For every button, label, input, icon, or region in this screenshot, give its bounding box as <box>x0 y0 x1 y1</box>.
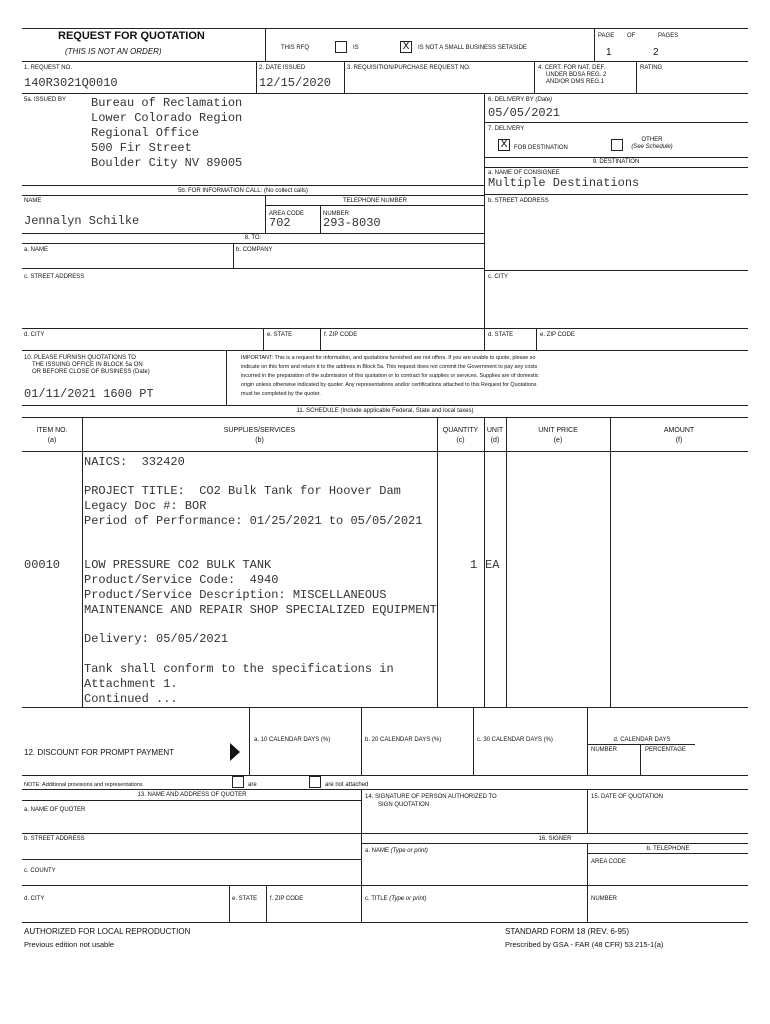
delivery-by-value: 05/05/2021 <box>488 106 561 120</box>
to-zip-label: f. ZIP CODE <box>324 332 358 338</box>
col-unit-price-sub: (e) <box>553 437 563 444</box>
schedule-item-line-1: LOW PRESSURE CO2 BULK TANK <box>84 558 272 572</box>
schedule-title: 11. SCHEDULE (Include applicable Federal, State and local taxes) <box>296 408 474 414</box>
to-street-label: c. STREET ADDRESS <box>24 274 85 280</box>
requisition-label: 3. REQUISITION/PURCHASE REQUEST NO. <box>347 65 471 71</box>
dest-street-label: b. STREET ADDRESS <box>488 198 549 204</box>
footer-reproduction: AUTHORIZED FOR LOCAL REPRODUCTION <box>24 927 191 936</box>
schedule-item-line-3: Product/Service Description: MISCELLANEOUS <box>84 588 387 602</box>
schedule-delivery: Delivery: 05/05/2021 <box>84 632 229 646</box>
quoter-name-label: a. NAME OF QUOTER <box>24 807 86 813</box>
setaside-is-not-checkbox[interactable]: X <box>400 41 412 53</box>
total-pages: 2 <box>653 47 659 58</box>
important-line-3: incurred in the preparation of the submission of this quotation or to contract for supplies or services. Supplies are of domestic <box>241 373 539 379</box>
quoter-street-label: b. STREET ADDRESS <box>24 836 85 842</box>
col-unit-header: UNIT <box>486 427 504 434</box>
cert-label-3: AND/OR DMS REG.1 <box>546 79 605 85</box>
issued-by-line-2: Lower Colorado Region <box>91 111 243 125</box>
info-call-label: 5b. FOR INFORMATION CALL: (No collect calls) <box>178 188 308 194</box>
of-label: OF <box>627 33 636 39</box>
schedule-naics: NAICS: 332420 <box>84 455 185 469</box>
schedule-item-no: 00010 <box>24 558 61 572</box>
discount-percentage-label: PERCENTAGE <box>645 747 686 753</box>
provisions-are-not-label: are not attached <box>325 782 369 788</box>
info-number-label: NUMBER <box>323 211 350 217</box>
request-no-value: 140R3021Q0010 <box>24 76 118 90</box>
col-supplies-sub: (b) <box>255 437 264 444</box>
other-delivery-checkbox[interactable] <box>611 139 623 151</box>
issued-by-line-4: 500 Fir Street <box>91 141 192 155</box>
col-quantity-sub: (c) <box>456 437 465 444</box>
furnish-label-1: 10. PLEASE FURNISH QUOTATIONS TO <box>24 355 136 361</box>
setaside-is-not-label: IS NOT A SMALL BUSINESS SETASIDE <box>418 45 527 51</box>
col-unit-price-header: UNIT PRICE <box>538 427 578 434</box>
date-issued-label: 2. DATE ISSUED <box>259 65 306 71</box>
to-city-label: d. CITY <box>24 332 45 338</box>
date-issued-value: 12/15/2020 <box>259 76 332 90</box>
setaside-is-checkbox[interactable] <box>335 41 347 53</box>
schedule-project-title: PROJECT TITLE: CO2 Bulk Tank for Hoover Dam <box>84 484 401 498</box>
signature-label-1: 14. SIGNATURE OF PERSON AUTHORIZED TO <box>365 794 497 800</box>
cert-label-2: UNDER BDSA REG. 2 <box>546 72 607 78</box>
issued-by-line-1: Bureau of Reclamation <box>91 96 243 110</box>
important-line-2: indicate on this form and return it to the address in Block 5a. This request does not commit the Government to pay any costs <box>241 364 538 370</box>
col-item-sub: (a) <box>47 437 57 444</box>
delivery-by-label: 6. DELIVERY BY (Date) <box>488 97 553 103</box>
schedule-legacy-doc: Legacy Doc #: BOR <box>84 499 207 513</box>
provisions-are-not-checkbox[interactable] <box>309 776 321 788</box>
dest-state-label: d. STATE <box>488 332 514 338</box>
fob-destination-label: FOB DESTINATION <box>514 145 568 151</box>
col-quantity-header: QUANTITY <box>442 427 479 434</box>
schedule-continued: Continued ... <box>84 692 178 706</box>
discount-number-label: NUMBER <box>591 747 618 753</box>
quoter-zip-label: f. ZIP CODE <box>270 896 304 902</box>
furnish-label-2: THE ISSUING OFFICE IN BLOCK 5a ON <box>32 362 143 368</box>
rating-label: RATING <box>640 65 663 71</box>
discount-30-days: c. 30 CALENDAR DAYS (%) <box>477 737 553 743</box>
signer-name-label: a. NAME (Type or print) <box>365 848 428 854</box>
to-name-label: a. NAME <box>24 247 49 253</box>
destination-label: 9. DESTINATION <box>592 159 640 165</box>
info-area-value: 702 <box>269 216 291 230</box>
provisions-are-checkbox[interactable] <box>232 776 244 788</box>
info-number-value: 293-8030 <box>323 216 381 230</box>
col-supplies-header: SUPPLIES/SERVICES <box>223 427 296 434</box>
quotation-date-label: 15. DATE OF QUOTATION <box>591 794 664 800</box>
important-line-5: must be completed by the quoter. <box>241 391 321 397</box>
info-phone-label: TELEPHONE NUMBER <box>342 198 407 204</box>
fob-destination-checkbox[interactable]: X <box>498 139 510 151</box>
footer-prescribed-by: Prescribed by GSA - FAR (48 CFR) 53.215-1(a) <box>505 940 664 949</box>
signer-phone-label: b. TELEPHONE <box>646 846 690 852</box>
page-label: PAGE <box>598 33 615 39</box>
schedule-tank-line-2: Attachment 1. <box>84 677 178 691</box>
dest-zip-label: e. ZIP CODE <box>540 332 575 338</box>
col-unit-sub: (d) <box>490 437 500 444</box>
info-area-label: AREA CODE <box>269 211 305 217</box>
signer-label: 16. SIGNER <box>538 836 572 842</box>
schedule-unit: EA <box>485 558 500 572</box>
furnish-date-value: 01/11/2021 1600 PT <box>24 387 154 401</box>
schedule-item-line-4: MAINTENANCE AND REPAIR SHOP SPECIALIZED EQUIPMENT <box>84 603 437 617</box>
discount-calendar-days: d. CALENDAR DAYS <box>613 737 671 743</box>
info-name-value: Jennalyn Schilke <box>24 214 140 228</box>
request-no-label: 1. REQUEST NO. <box>24 65 72 71</box>
quoter-section-label: 13. NAME AND ADDRESS OF QUOTER <box>137 792 247 798</box>
note-text: NOTE: Additional provisions and representations <box>24 782 143 788</box>
page-number: 1 <box>606 47 612 58</box>
info-name-label: NAME <box>24 198 42 204</box>
footer-standard-form: STANDARD FORM 18 (REV. 6-95) <box>505 927 630 936</box>
form-subtitle: (THIS IS NOT AN ORDER) <box>65 47 162 56</box>
pages-label: PAGES <box>658 33 679 39</box>
this-rfq-label: THIS RFQ <box>281 45 309 51</box>
important-line-1: IMPORTANT: This is a request for information, and quotations furnished are not offers. If you are unable to quote, please so <box>241 355 536 361</box>
to-company-label: b. COMPANY <box>236 247 273 253</box>
col-amount-sub: (f) <box>675 437 683 444</box>
signer-number-label: NUMBER <box>591 896 618 902</box>
furnish-label-3: OR BEFORE CLOSE OF BUSINESS (Date) <box>32 369 150 375</box>
consignee-label: a. NAME OF CONSIGNEE <box>488 170 560 176</box>
signer-title-label: c. TITLE (Type or print) <box>365 896 427 902</box>
footer-previous-edition: Previous edition not usable <box>24 940 115 949</box>
quoter-county-label: c. COUNTY <box>24 868 56 874</box>
quoter-city-label: d. CITY <box>24 896 45 902</box>
delivery-label: 7. DELIVERY <box>488 126 525 132</box>
arrow-right-icon <box>230 743 242 761</box>
dest-city-label: c. CITY <box>488 274 509 280</box>
schedule-period: Period of Performance: 01/25/2021 to 05/05/2021 <box>84 514 423 528</box>
other-delivery-sub: (See Schedule) <box>631 144 673 150</box>
consignee-value: Multiple Destinations <box>488 176 640 190</box>
other-delivery-label: OTHER <box>641 137 663 143</box>
col-amount-header: AMOUNT <box>663 427 695 434</box>
discount-10-days: a. 10 CALENDAR DAYS (%) <box>254 737 331 743</box>
to-label: 8. TO: <box>244 235 262 241</box>
schedule-tank-line-1: Tank shall conform to the specifications in <box>84 662 394 676</box>
signer-area-code-label: AREA CODE <box>591 859 627 865</box>
schedule-item-line-2: Product/Service Code: 4940 <box>84 573 279 587</box>
setaside-is-label: IS <box>353 45 359 51</box>
cert-label-1: 4. CERT. FOR NAT. DEF. <box>538 65 606 71</box>
provisions-are-label: are <box>248 782 257 788</box>
quoter-state-label: e. STATE <box>232 896 258 902</box>
issued-by-line-5: Boulder City NV 89005 <box>91 156 243 170</box>
form-title: REQUEST FOR QUOTATION <box>58 30 205 42</box>
issued-by-line-3: Regional Office <box>91 126 200 140</box>
to-state-label: e. STATE <box>267 332 293 338</box>
col-item-header: ITEM NO. <box>36 427 68 434</box>
discount-label: 12. DISCOUNT FOR PROMPT PAYMENT <box>24 748 175 757</box>
issued-by-label: 5a. ISSUED BY <box>24 97 67 103</box>
important-line-4: origin unless otherwise indicated by quoter. Any representations and/or certifications attached to this Request for Quotations <box>241 382 537 388</box>
signature-label-2: SIGN QUOTATION <box>378 802 430 808</box>
discount-20-days: b. 20 CALENDAR DAYS (%) <box>365 737 442 743</box>
schedule-quantity: 1 <box>470 558 478 572</box>
